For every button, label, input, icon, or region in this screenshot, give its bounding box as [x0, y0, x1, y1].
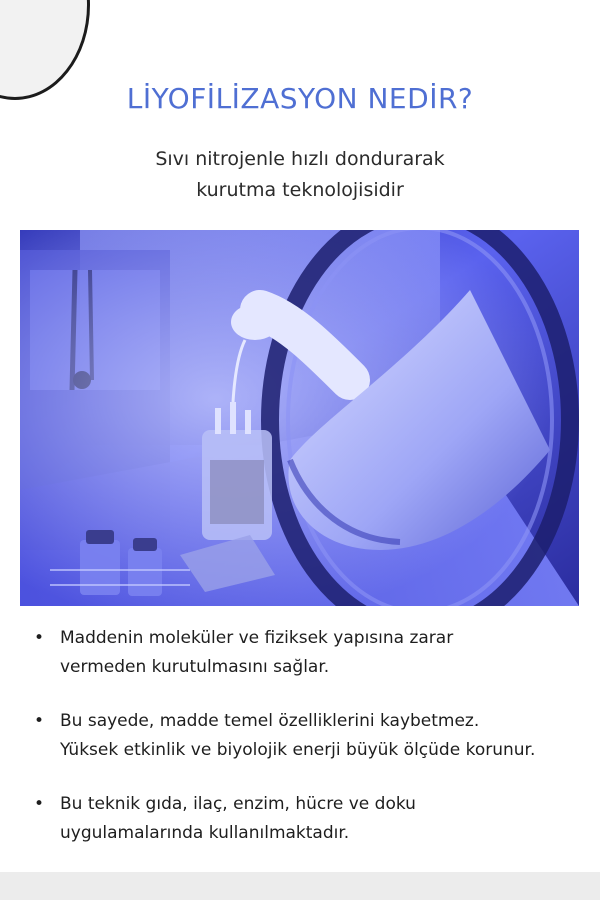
bullet-3-line-2: uygulamalarında kullanılmaktadır. [60, 823, 350, 843]
bullet-item-3 [34, 790, 589, 848]
bullet-marker: • [34, 711, 45, 731]
lab-photo [20, 230, 579, 606]
bullet-2-line-1: Bu sayede, madde temel özelliklerini kaybetmez. [60, 711, 480, 731]
bullet-2-line-2: Yüksek etkinlik ve biyolojik enerji büyük ölçüde korunur. [60, 740, 536, 760]
bullet-1-line-1: Maddenin moleküler ve fiziksek yapısına zarar [60, 628, 454, 648]
subtitle [0, 144, 600, 206]
subtitle-line-1: Sıvı nitrojenle hızlı dondurarak [155, 148, 445, 170]
glovebox-illustration [20, 230, 579, 606]
bullet-item-2 [34, 707, 589, 765]
bottom-band [0, 872, 600, 900]
bullet-marker: • [34, 794, 45, 814]
subtitle-line-2: kurutma teknolojisidir [196, 179, 404, 201]
bullet-marker: • [34, 628, 45, 648]
bullet-1-line-2: vermeden kurutulmasını sağlar. [60, 657, 330, 677]
bullet-list [34, 624, 589, 873]
bullet-3-line-1: Bu teknik gıda, ilaç, enzim, hücre ve doku [60, 794, 416, 814]
page-title: LİYOFİLİZASYON NEDİR? [126, 82, 474, 115]
bullet-item-1 [34, 624, 589, 682]
